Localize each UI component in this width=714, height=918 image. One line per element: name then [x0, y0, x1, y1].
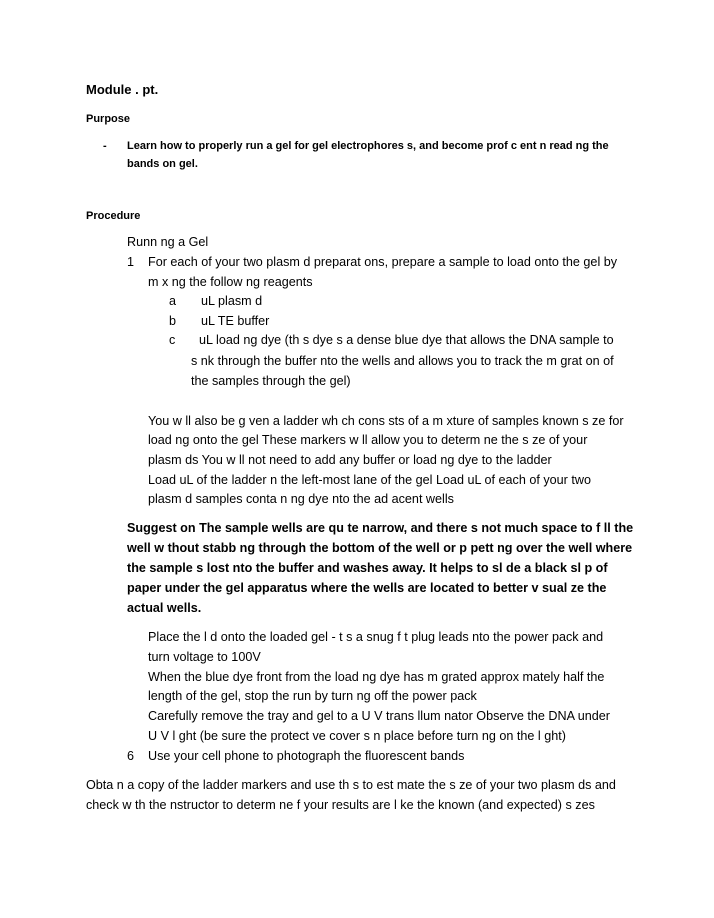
load-step-line: Load uL of the ladder n the left-most lane of the gel Load uL of each of your two [148, 473, 591, 487]
module-title: Module . pt. [86, 82, 159, 97]
procedure-subheading: Runn ng a Gel [127, 235, 209, 249]
step-text: Use your cell phone to photograph the fluorescent bands [148, 749, 465, 763]
step-text: For each of your two plasm d preparat ons, prepare a sample to load onto the gel by [148, 255, 618, 269]
bullet-marker: - [103, 140, 107, 152]
ladder-paragraph-line: plasm ds You w ll not need to add any buffer or load ng dye to the ladder [148, 453, 552, 467]
sub-item-text: uL load ng dye (th s dye s a dense blue dye that allows the DNA sample to [199, 333, 614, 347]
step-number: 1 [127, 255, 135, 269]
purpose-heading: Purpose [86, 113, 131, 125]
sub-item-letter: c [169, 333, 176, 347]
sub-item-letter: b [169, 314, 177, 328]
sub-item-text: s nk through the buffer nto the wells and allows you to track the m grat on of [191, 354, 614, 368]
dye-step-line: length of the gel, stop the run by turn ng off the power pack [148, 689, 477, 703]
purpose-bullet-line: bands on gel. [127, 158, 198, 170]
step-text: m x ng the follow ng reagents [148, 275, 313, 289]
procedure-heading: Procedure [86, 210, 141, 222]
suggestion-line: well w thout stabb ng through the bottom of the well or p pett ng over the well where [127, 541, 633, 555]
suggestion-line: paper under the gel apparatus where the wells are located to better v sual ze the [127, 581, 607, 595]
load-step-line: plasm d samples conta n ng dye nto the ad acent wells [148, 492, 454, 506]
suggestion-line: actual wells. [127, 601, 202, 615]
sub-item-text: uL plasm d [201, 294, 263, 308]
suggestion-line: Suggest on The sample wells are qu te narrow, and there s not much space to f ll the [127, 521, 634, 535]
uv-step-line: Carefully remove the tray and gel to a U V trans llum nator Observe the DNA under [148, 709, 610, 723]
suggestion-line: the sample s lost nto the buffer and washes away. It helps to sl de a black sl p of [127, 561, 608, 575]
sub-item-text: uL TE buffer [201, 314, 270, 328]
ladder-paragraph-line: You w ll also be g ven a ladder wh ch cons sts of a m xture of samples known s ze for [148, 414, 624, 428]
uv-step-line: U V l ght (be sure the protect ve cover s n place before turn ng on the l ght) [148, 729, 566, 743]
closing-line: check w th the nstructor to determ ne f your results are l ke the known (and expected) s zes [86, 798, 595, 812]
lid-step-line: turn voltage to 100V [148, 650, 261, 664]
lid-step-line: Place the l d onto the loaded gel - t s a snug f t plug leads nto the power pack and [148, 630, 604, 644]
purpose-bullet-line: Learn how to properly run a gel for gel electrophores s, and become prof c ent n read ng the [127, 140, 609, 152]
ladder-paragraph-line: load ng onto the gel These markers w ll allow you to determ ne the s ze of your [148, 433, 588, 447]
closing-line: Obta n a copy of the ladder markers and use th s to est mate the s ze of your two plasm ds and [86, 778, 616, 792]
sub-item-text: the samples through the gel) [191, 374, 351, 388]
step-number: 6 [127, 749, 135, 763]
dye-step-line: When the blue dye front from the load ng dye has m grated approx mately half the [148, 670, 605, 684]
sub-item-letter: a [169, 294, 177, 308]
